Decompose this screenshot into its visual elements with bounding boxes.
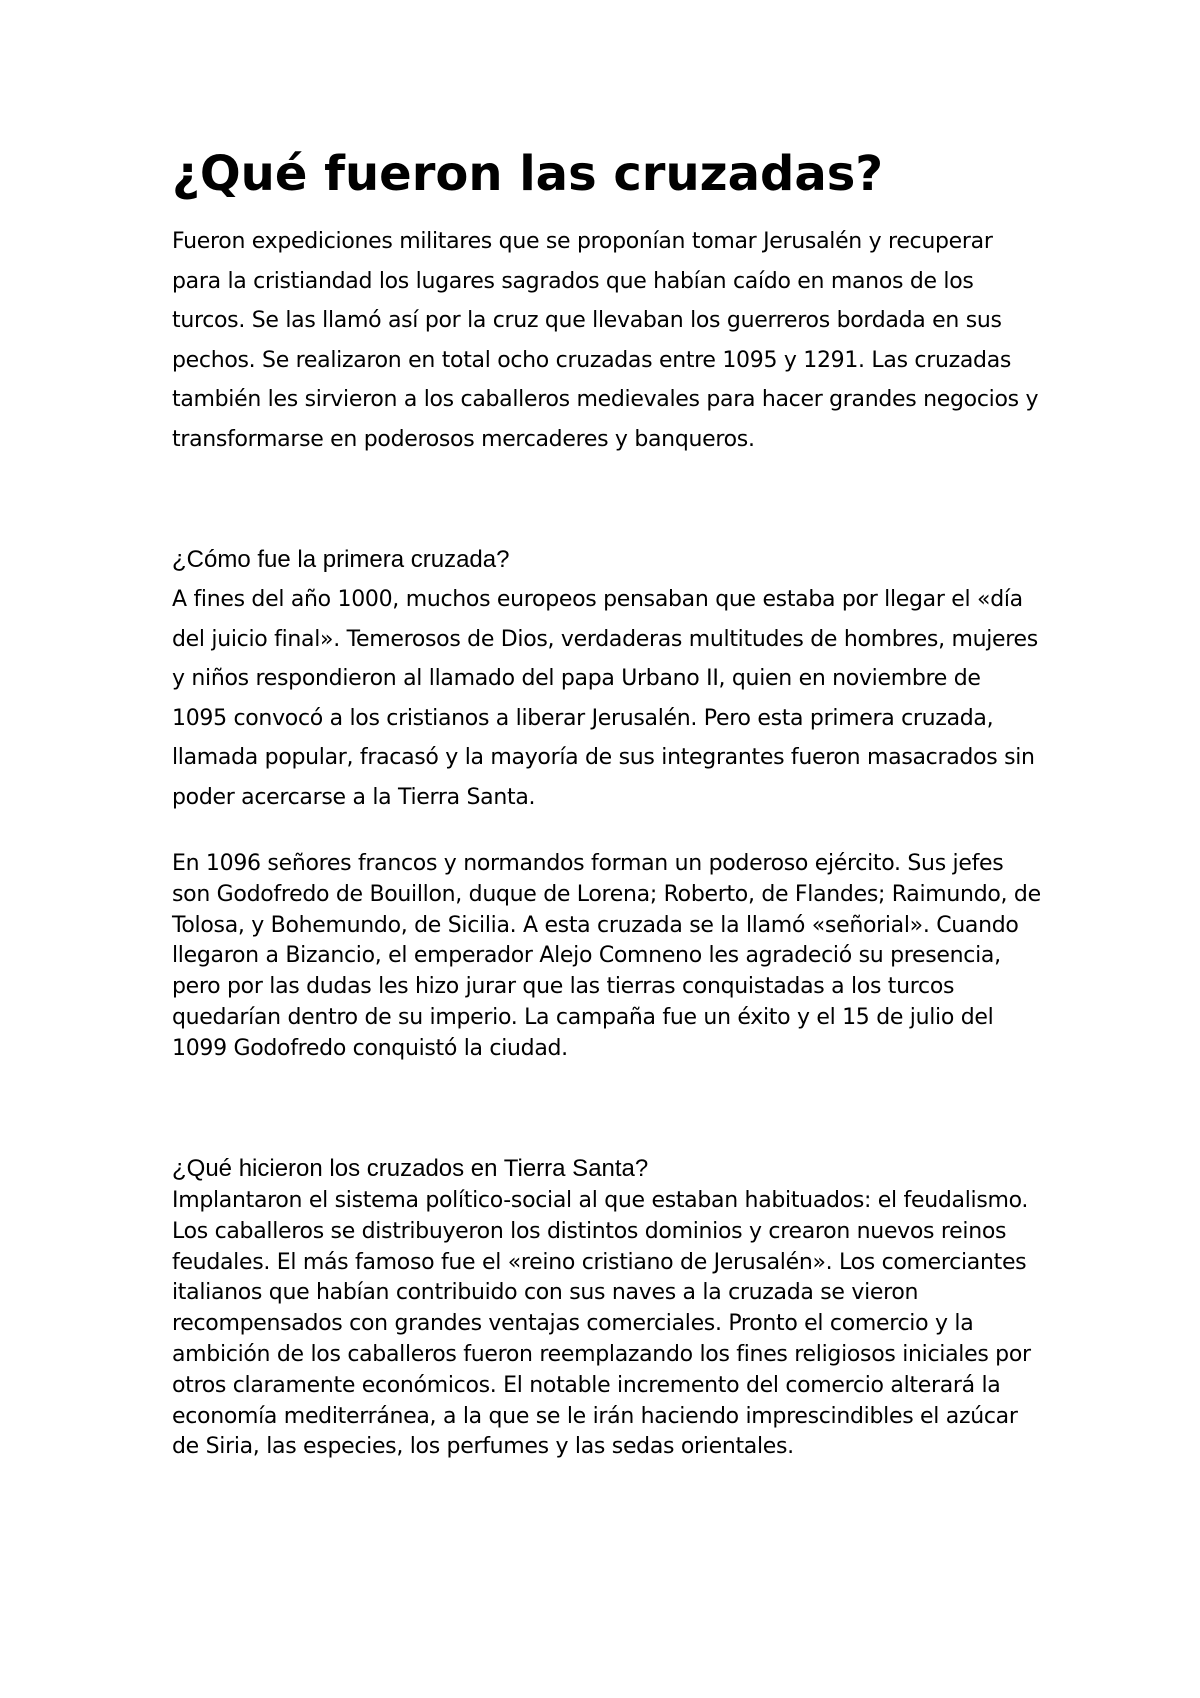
tierra-santa-paragraph: Implantaron el sistema político-social al que estaban habituados: el feudalismo. Los caballeros se distribuyeron los distintos dominios y crearon nuevos reinos feudales. El más famoso fue el «reino cristiano de Jerusalén». Los comerciantes italianos que habían contribuido con sus naves a la cruzada se vieron recompensados con grandes ventajas comerciales. Pronto el comercio y la ambición de los caballeros fueron reemplazando los fines religiosos iniciales por otros claramente económicos. El notable incremento del comercio alterará la economía mediterránea, a la que se le irán haciendo imprescindibles el azúcar de Siria, las especies, los perfumes y las sedas orientales. xyxy=(172,1188,1031,1460)
section-heading-tierra-santa: ¿Qué hicieron los cruzados en Tierra Santa? xyxy=(172,1155,649,1182)
intro-paragraph: Fueron expediciones militares que se proponían tomar Jerusalén y recuperar para la cristiandad los lugares sagrados que habían caído en manos de los turcos. Se las llamó así por la cruz que llevaban los guerreros bordada en sus pechos. Se realizaron en total ocho cruzadas entre 1095 y 1291. Las cruzadas también les sirvieron a los caballeros medievales para hacer grandes negocios y transformarse en poderosos mercaderes y banqueros. xyxy=(172,229,1039,452)
page-title: ¿Qué fueron las cruzadas? xyxy=(172,146,884,202)
cruzada-senorial-paragraph: En 1096 señores francos y normandos forman un poderoso ejército. Sus jefes son Godofredo de Bouillon, duque de Lorena; Roberto, de Flandes; Raimundo, de Tolosa, y Bohemundo, de Sicilia. A esta cruzada se la llamó «señorial». Cuando llegaron a Bizancio, el emperador Alejo Comneno les agradeció su presencia, pero por las dudas les hizo jurar que las tierras conquistadas a los turcos quedarían dentro de su imperio. La campaña fue un éxito y el 15 de julio del 1099 Godofredo conquistó la ciudad. xyxy=(172,851,1041,1061)
primera-cruzada-paragraph: A fines del año 1000, muchos europeos pensaban que estaba por llegar el «día del juicio final». Temerosos de Dios, verdaderas multitudes de hombres, mujeres y niños respondieron al llamado del papa Urbano II, quien en noviembre de 1095 convocó a los cristianos a liberar Jerusalén. Pero esta primera cruzada, llamada popular, fracasó y la mayoría de sus integrantes fueron masacrados sin poder acercarse a la Tierra Santa. xyxy=(172,587,1038,810)
section-heading-primera-cruzada: ¿Cómo fue la primera cruzada? xyxy=(172,546,510,573)
